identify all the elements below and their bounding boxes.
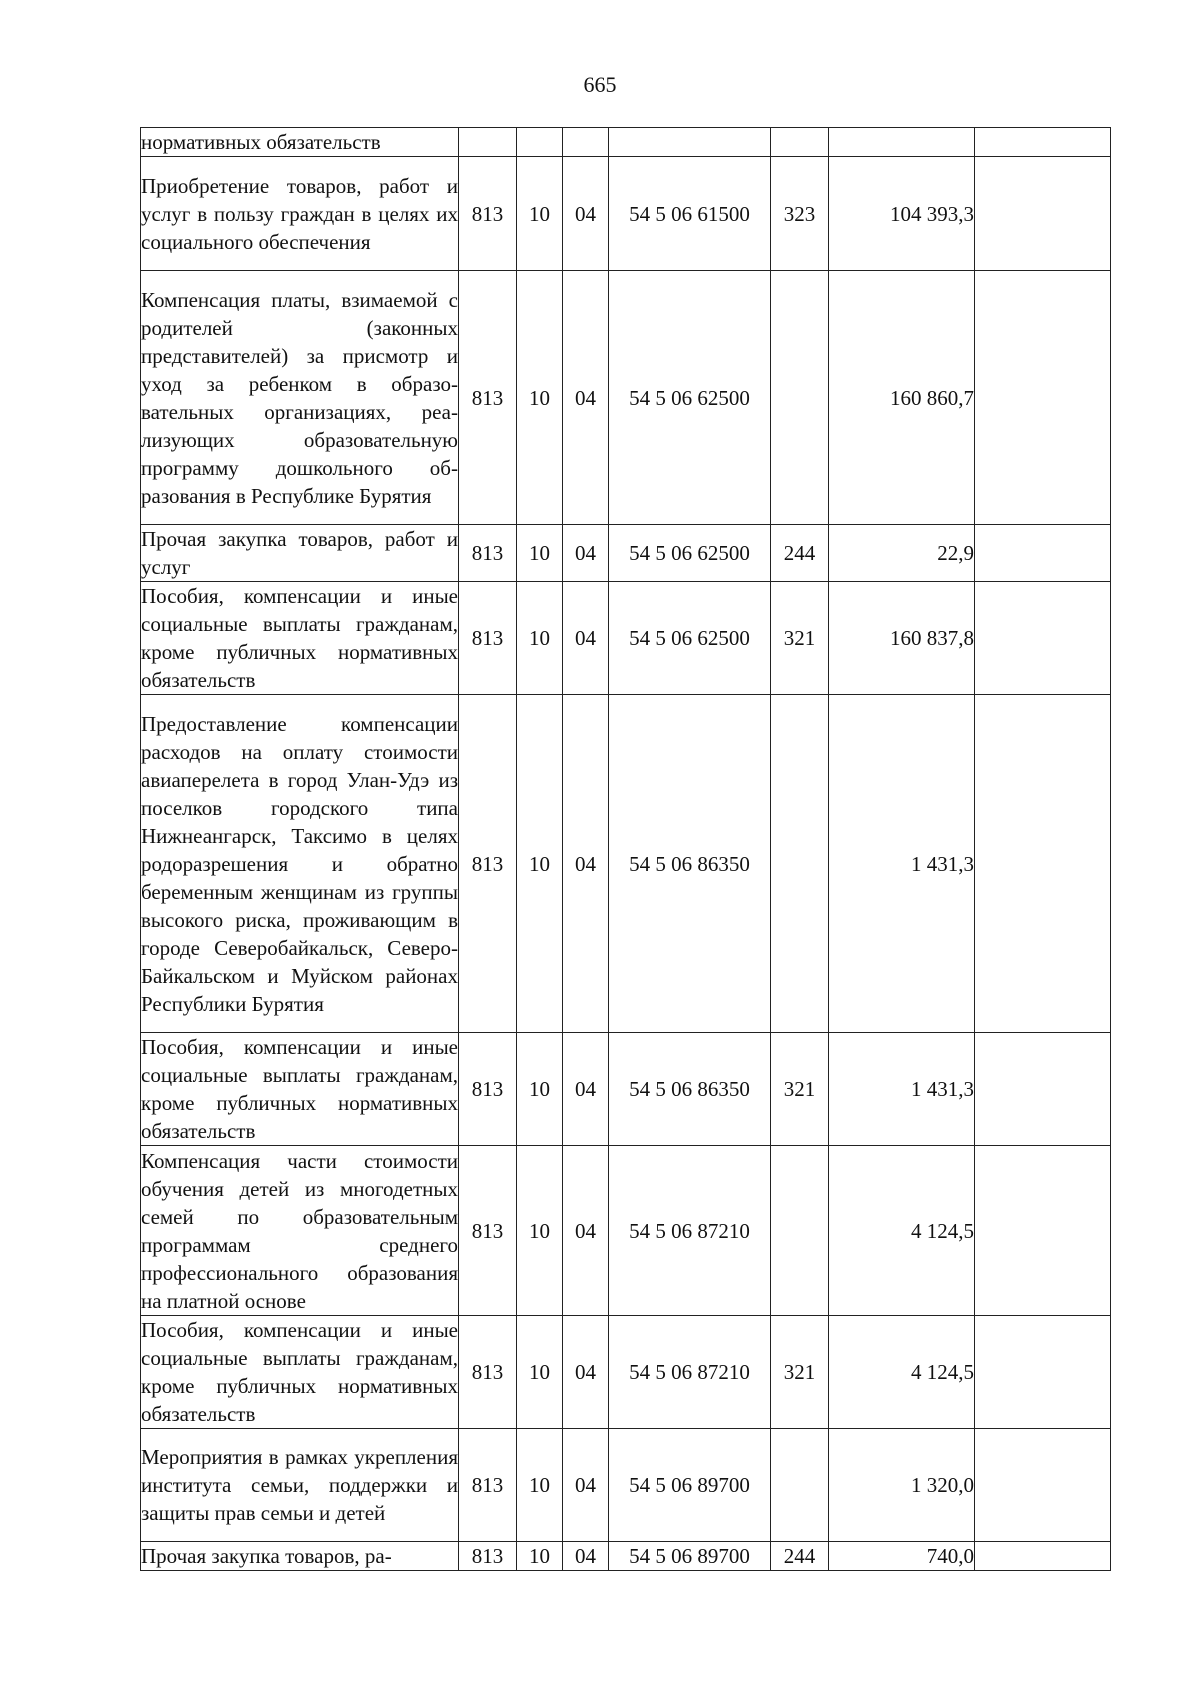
table-row (141, 1033, 1111, 1146)
row-description: Компенсация части стоимости обучения детей из многодетных семей по образовательным программам среднего профессионального образования на платной основе (141, 1146, 459, 1316)
cell-csr (609, 128, 771, 157)
cell-pr: 04 (563, 271, 609, 525)
cell-extra (975, 1429, 1111, 1542)
cell-rz: 10 (517, 157, 563, 271)
cell-pr: 04 (563, 1316, 609, 1429)
row-description: Пособия, компенсации и иные социальные выплаты гражданам, кроме публичных нормативных обязательств (141, 582, 459, 695)
cell-extra (975, 1033, 1111, 1146)
cell-vr (771, 128, 829, 157)
cell-extra (975, 1542, 1111, 1571)
cell-gr: 813 (459, 695, 517, 1033)
cell-rz: 10 (517, 271, 563, 525)
cell-csr: 54 5 06 89700 (609, 1542, 771, 1571)
row-description: Компенсация платы, взимаемой с родителей (законных представителей) за присмотр и уход за ребенком в образовательных организациях, реализующих образовательную программу дошкольного образования в Республике Бурятия (141, 271, 459, 525)
cell-pr (563, 128, 609, 157)
cell-gr: 813 (459, 157, 517, 271)
cell-gr: 813 (459, 525, 517, 582)
cell-extra (975, 157, 1111, 271)
cell-extra (975, 128, 1111, 157)
cell-pr: 04 (563, 1542, 609, 1571)
table-row (141, 1146, 1111, 1316)
cell-gr: 813 (459, 1429, 517, 1542)
cell-csr: 54 5 06 62500 (609, 271, 771, 525)
cell-vr: 323 (771, 157, 829, 271)
cell-vr: 321 (771, 582, 829, 695)
row-description: нормативных обязательств (141, 128, 459, 157)
cell-sum: 1 431,3 (829, 695, 975, 1033)
budget-table (140, 127, 1111, 1571)
cell-csr: 54 5 06 61500 (609, 157, 771, 271)
cell-sum: 740,0 (829, 1542, 975, 1571)
cell-vr (771, 1146, 829, 1316)
row-description: Прочая закупка товаров, ра- (141, 1542, 459, 1571)
cell-csr: 54 5 06 89700 (609, 1429, 771, 1542)
row-description: Прочая закупка товаров, работ и услуг (141, 525, 459, 582)
cell-vr: 244 (771, 1542, 829, 1571)
cell-extra (975, 271, 1111, 525)
cell-rz: 10 (517, 1429, 563, 1542)
cell-sum: 1 320,0 (829, 1429, 975, 1542)
cell-rz: 10 (517, 1146, 563, 1316)
row-description: Предоставление компенсации расходов на оплату стоимости авиаперелета в город Улан-Удэ из поселков городского типа Нижнеангарск, Таксимо в целях родоразрешения и обратно беременным женщинам из группы высокого риска, проживающим в городе Северобайкальск, Северо-Байкальском и Муйском районах Республики Бурятия (141, 695, 459, 1033)
cell-csr: 54 5 06 87210 (609, 1146, 771, 1316)
cell-rz: 10 (517, 525, 563, 582)
cell-rz: 10 (517, 582, 563, 695)
cell-gr: 813 (459, 271, 517, 525)
cell-pr: 04 (563, 695, 609, 1033)
cell-gr (459, 128, 517, 157)
cell-rz: 10 (517, 1033, 563, 1146)
cell-sum: 4 124,5 (829, 1316, 975, 1429)
cell-csr: 54 5 06 62500 (609, 582, 771, 695)
cell-sum: 1 431,3 (829, 1033, 975, 1146)
cell-gr: 813 (459, 582, 517, 695)
cell-pr: 04 (563, 582, 609, 695)
cell-rz (517, 128, 563, 157)
table-row (141, 271, 1111, 525)
table-row (141, 1542, 1111, 1571)
cell-vr: 321 (771, 1316, 829, 1429)
cell-gr: 813 (459, 1316, 517, 1429)
table-row (141, 695, 1111, 1033)
row-description: Пособия, компенсации и иные социальные выплаты гражданам, кроме публичных нормативных обязательств (141, 1316, 459, 1429)
cell-pr: 04 (563, 1146, 609, 1316)
cell-extra (975, 525, 1111, 582)
cell-vr (771, 1429, 829, 1542)
cell-sum (829, 128, 975, 157)
cell-csr: 54 5 06 62500 (609, 525, 771, 582)
cell-pr: 04 (563, 157, 609, 271)
cell-vr: 321 (771, 1033, 829, 1146)
table-row (141, 1316, 1111, 1429)
cell-pr: 04 (563, 1033, 609, 1146)
cell-rz: 10 (517, 1316, 563, 1429)
cell-sum: 4 124,5 (829, 1146, 975, 1316)
cell-sum: 160 860,7 (829, 271, 975, 525)
page-number: 665 (583, 72, 617, 97)
cell-sum: 104 393,3 (829, 157, 975, 271)
cell-pr: 04 (563, 525, 609, 582)
cell-rz: 10 (517, 1542, 563, 1571)
table-row (141, 525, 1111, 582)
row-description: Пособия, компенсации и иные социальные выплаты гражданам, кроме публичных нормативных обязательств (141, 1033, 459, 1146)
table-row (141, 157, 1111, 271)
cell-vr (771, 695, 829, 1033)
cell-csr: 54 5 06 86350 (609, 695, 771, 1033)
cell-gr: 813 (459, 1033, 517, 1146)
cell-vr (771, 271, 829, 525)
row-description: Приобретение товаров, работ и услуг в пользу граждан в целях их социального обеспечения (141, 157, 459, 271)
cell-pr: 04 (563, 1429, 609, 1542)
table-row (141, 128, 1111, 157)
cell-extra (975, 695, 1111, 1033)
cell-extra (975, 1316, 1111, 1429)
cell-gr: 813 (459, 1146, 517, 1316)
cell-csr: 54 5 06 86350 (609, 1033, 771, 1146)
cell-extra (975, 1146, 1111, 1316)
cell-sum: 22,9 (829, 525, 975, 582)
row-description: Мероприятия в рамках укрепления института семьи, поддержки и защиты прав семьи и детей (141, 1429, 459, 1542)
cell-rz: 10 (517, 695, 563, 1033)
cell-csr: 54 5 06 87210 (609, 1316, 771, 1429)
cell-vr: 244 (771, 525, 829, 582)
cell-gr: 813 (459, 1542, 517, 1571)
cell-sum: 160 837,8 (829, 582, 975, 695)
table-row (141, 582, 1111, 695)
cell-extra (975, 582, 1111, 695)
table-row (141, 1429, 1111, 1542)
